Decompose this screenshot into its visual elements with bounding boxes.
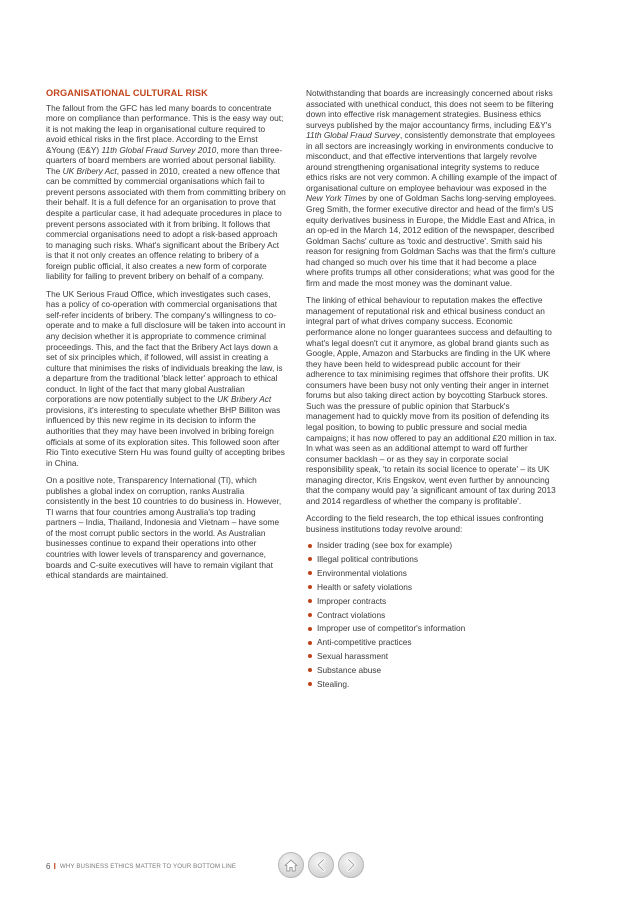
next-page-button[interactable] bbox=[338, 852, 364, 878]
page-footer bbox=[46, 862, 236, 871]
list-item: Illegal political contributions bbox=[306, 554, 558, 565]
footer-separator: I bbox=[53, 862, 56, 871]
page-navigation bbox=[278, 852, 364, 878]
list-item: Substance abuse bbox=[306, 665, 558, 676]
previous-page-button[interactable] bbox=[308, 852, 334, 878]
list-item: Contract violations bbox=[306, 610, 558, 621]
list-item: Health or safety violations bbox=[306, 582, 558, 593]
section-heading: ORGANISATIONAL CULTURAL RISK bbox=[46, 88, 208, 98]
home-button[interactable] bbox=[278, 852, 304, 878]
paragraph-transparency-international: On a positive note, Transparency International (TI), which publishes a global index on corruption, ranks Australia consistently in the best 10 countries to do business in. However, TI warns that four countries among Australia's top trading partners – India, Thailand, Indonesia and Vietnam – have some of the most corrupt public sectors in the world. As Australian businesses continue to expand their operations into other countries with lower levels of transparency and governance, boards and C-suite executives will have to remain vigilant that ethical standards are maintained. bbox=[46, 475, 282, 581]
page-number: 6 bbox=[46, 862, 51, 871]
home-icon bbox=[284, 859, 298, 872]
paragraph-issues-intro: According to the field research, the top ethical issues confronting business institutions today revolve around: bbox=[306, 513, 544, 534]
chevron-left-icon bbox=[315, 858, 327, 872]
ethical-issues-list bbox=[306, 540, 558, 689]
list-item: Environmental violations bbox=[306, 568, 558, 579]
list-item: Anti-competitive practices bbox=[306, 637, 558, 648]
paragraph-reputation: The linking of ethical behaviour to reputation makes the effective management of reputational risk and ethical business conduct an integral part of what drives company success. Economic performance alone no longer guarantees success and defaulting to what's legal doesn't cut it anymore, as global brand giants such as Google, Apple, Amazon and Starbucks are finding in the UK where they have been held to widespread public account for their adherence to tax minimising regimes that offshore their profits. UK consumers have been busy not only venting their anger in internet forums but also taking direct action by boycotting Starbuck stores. Such was the pressure of public opinion that Starbuck's management had to quickly move from its position of defending its legal position, to bowing to public pressure and social media campaigns; it has now offered to pay an additional £20 million in tax. In what was seen as an additional attempt to ward off further consumer backlash – or as they say in corporate social responsibility speak, 'to retain its social licence to operate' – its UK managing director, Kris Engskov, went even further by announcing that the company would pay 'a significant amount of tax during 2013 and 2014 regardless of whether the company is profitable'. bbox=[306, 295, 557, 506]
right-column bbox=[306, 88, 558, 693]
paragraph-bribery-act: The fallout from the GFC has led many boards to concentrate more on compliance than performance. This is the easy way out; it is not making the leap in organisational culture required to avoid ethical risks in the first place. According to the Ernst &Young (E&Y) 11th Global Fraud Survey 2010, more than three-quarters of board members are worried about personal liability. The UK Bribery Act, passed in 2010, created a new offence that can be committed by commercial organisations which fail to prevent persons associated with them from committing bribery on their behalf. It is a full defence for an organisation to prove that despite a particular case, it had adequate procedures in place to prevent persons associated with it from bribing. It follows that commercial organisations need to adopt a risk-based approach to managing such risks. What's significant about the Bribery Act is that it not only creates an offence relating to bribery of a foreign public official, it also creates a new form of corporate liability for failing to prevent bribery on behalf of a company. bbox=[46, 102, 286, 282]
list-item: Stealing. bbox=[306, 679, 558, 690]
list-item: Insider trading (see box for example) bbox=[306, 540, 558, 551]
left-column bbox=[46, 88, 286, 588]
list-item: Improper contracts bbox=[306, 596, 558, 607]
paragraph-goldman-sachs: Notwithstanding that boards are increasingly concerned about risks associated with unethical conduct, this does not seem to be filtering down into effective risk management strategies. Business ethics surveys published by the major accountancy firms, including E&Y's 11th Global Fraud Survey, consistently demonstrate that employees in all sectors are increasingly working in environments conducive to misconduct, and that effective interventions that largely revolve around strengthening organisational integrity systems to reduce ethics risks are not very common. A chilling example of the impact of organisational culture on employee behaviour was exposed in the New York Times by one of Goldman Sachs long-serving employees. Greg Smith, the former executive director and head of the firm's US equity derivatives business in Europe, the Middle East and Africa, in an op-ed in the March 14, 2012 edition of the newspaper, described Goldman Sachs' culture as 'toxic and destructive'. Smith said his reason for resigning from Goldman Sachs was that the firm's culture had changed so much over his time that it had become a place where profits trumps all other considerations; what was good for the firm and made the most money was the dominant value. bbox=[306, 88, 557, 288]
list-item: Improper use of competitor's information bbox=[306, 623, 558, 634]
list-item: Sexual harassment bbox=[306, 651, 558, 662]
paragraph-serious-fraud-office: The UK Serious Fraud Office, which investigates such cases, has a policy of co-operation with commercial organisations that self-refer incidents of bribery. The company's willingness to co-operate and to make a full disclosure will be taken into account in any decision whether it is appropriate to commence criminal proceedings. This, and the fact that the Bribery Act lays down a set of six principles which, if followed, will assist in creating a culture that minimises the risks of individuals breaking the law, is a departure from the traditional 'black letter' approach to ethical conduct. In light of the fact that many global Australian corporations are now potentially subject to the UK Bribery Act provisions, it's interesting to speculate whether BHP Billiton was influenced by this new regime in its decision to inform the authorities that they may have been involved in bribing foreign officials at some of its exploration sites. This followed soon after Rio Tinto executive Stern Hu was found guilty of accepting bribes in China. bbox=[46, 288, 286, 468]
chevron-right-icon bbox=[345, 858, 357, 872]
running-title: WHY BUSINESS ETHICS MATTER TO YOUR BOTTOM LINE bbox=[59, 863, 237, 870]
